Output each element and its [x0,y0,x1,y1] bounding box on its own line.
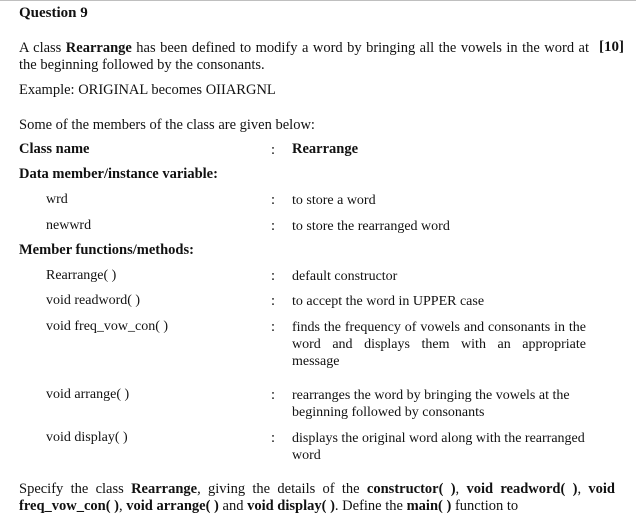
data-member-desc: to store a word [292,193,376,208]
specification-paragraph: Specify the class Rearrange, giving the details of the constructor( ), void readword( ), void freq_vow_con( ), void arrange( ) and void display( ). Define the main( ) function to [19,481,615,514]
question-title: Question 9 [19,5,88,21]
colon: : [271,430,276,446]
method-name: void freq_vow_con( ) [46,319,169,334]
data-member-name: wrd [46,192,68,207]
method-name: void arrange( ) [46,387,130,402]
method-desc: to accept the word in UPPER case [292,294,485,309]
method-desc: displays the original word along with the rearranged word [292,431,585,463]
example-text: Example: ORIGINAL becomes OIIARGNL [19,82,276,98]
methods-heading: Member functions/methods: [19,242,194,258]
members-intro: Some of the members of the class are given below: [19,117,315,133]
method-name: void readword( ) [46,293,141,308]
colon: : [271,268,276,284]
class-name-value: Rearrange [292,141,359,157]
data-members-heading: Data member/instance variable: [19,166,218,182]
method-name: void display( ) [46,430,128,445]
data-member-name: newwrd [46,218,92,233]
method-desc: finds the frequency of vowels and consonants in the word and displays them with an appropriate message [292,320,586,369]
question-intro: A class Rearrange has been defined to modify a word by bringing all the vowels in the word at the beginning followed by the consonants. [19,40,590,73]
colon: : [271,142,276,158]
data-member-desc: to store the rearranged word [292,219,450,234]
colon: : [271,192,276,208]
class-name-inline: Rearrange [65,40,132,56]
colon: : [271,387,276,403]
class-name-label: Class name [19,141,90,157]
colon: : [271,293,276,309]
colon: : [271,218,276,234]
colon: : [271,319,276,335]
marks-label: [10] [599,39,624,55]
method-name: Rearrange( ) [46,268,117,283]
method-desc: default constructor [292,269,398,284]
method-desc: rearranges the word by bringing the vowels at the beginning followed by consonants [292,388,570,420]
top-rule [0,0,636,1]
